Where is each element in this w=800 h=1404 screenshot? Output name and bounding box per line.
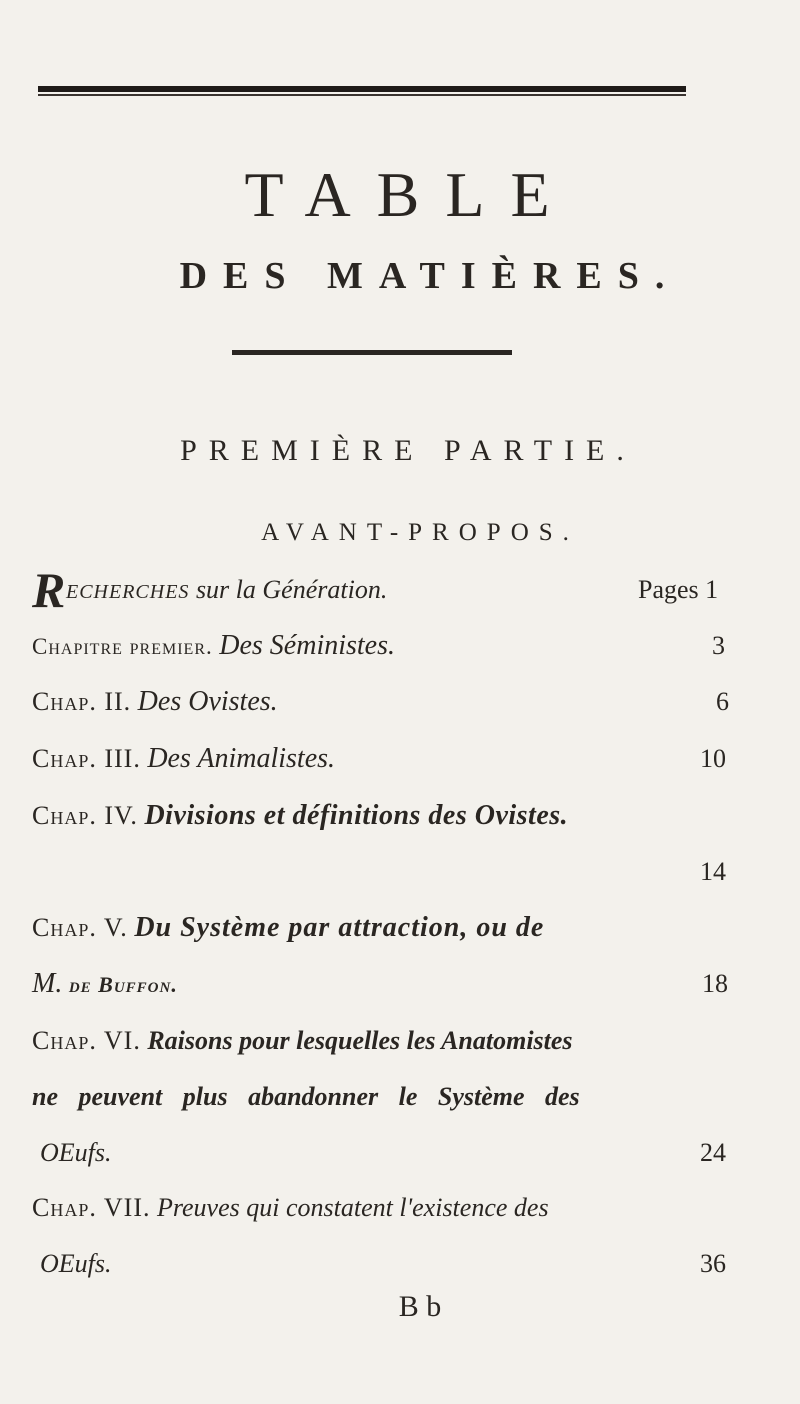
entry-label: Chap. IV.: [32, 801, 138, 830]
page-number: 24: [700, 1138, 726, 1167]
page-number: 6: [716, 687, 729, 716]
page-number: 18: [702, 969, 728, 998]
middle-rule: [232, 350, 512, 355]
entry-title-continued: M.: [32, 968, 63, 999]
entry-title: Divisions et définitions des Ovistes.: [144, 800, 569, 831]
entry-label: Chap. VI.: [32, 1026, 141, 1055]
page-subtitle: DES MATIÈRES.: [179, 255, 681, 297]
entry-title-continued: ne peuvent plus abandonner le Système des: [32, 1082, 580, 1111]
entry-label: Chapitre premier.: [32, 634, 213, 659]
entry-title: Des Ovistes.: [137, 686, 278, 717]
entry-title: Du Système par attraction, ou de: [134, 912, 545, 943]
entry-title-continued: OEufs.: [40, 1138, 112, 1167]
signature-mark: B b: [398, 1290, 442, 1323]
top-rule: [38, 86, 686, 96]
page-number: 36: [700, 1249, 726, 1278]
toc-entry-continued: [32, 968, 732, 1001]
toc-entry: [32, 912, 732, 944]
entry-title: Des Séministes.: [219, 630, 396, 661]
page-number: 14: [700, 857, 726, 886]
toc-entry-continued: [40, 1248, 740, 1280]
entry-page: [638, 574, 718, 606]
toc-entry: [32, 743, 732, 775]
page-number: 10: [700, 744, 726, 773]
section-heading: AVANT-PROPOS.: [261, 519, 579, 546]
entry-label: ECHERCHES: [66, 581, 190, 603]
entry-title: Raisons pour lesquelles les Anatomistes: [147, 1026, 573, 1055]
toc-entry: [32, 1025, 732, 1057]
entry-title: Des Animalistes.: [147, 743, 336, 774]
page-number: 3: [712, 631, 725, 660]
toc-entry-continued: [40, 1137, 740, 1169]
entry-title-continued: OEufs.: [40, 1249, 112, 1278]
entry-label: Chap. II.: [32, 687, 132, 716]
toc-entry-continued: [32, 1081, 732, 1113]
entry-author: de Buffon.: [68, 972, 178, 997]
entry-title: sur la Génération.: [195, 575, 388, 604]
entry-label: Chap. III.: [32, 744, 141, 773]
entry-title: Preuves qui constatent l'existence des: [156, 1193, 549, 1222]
drop-cap: R: [32, 562, 66, 618]
toc-entry: [32, 800, 732, 832]
page-title: TABLE: [244, 159, 576, 230]
toc-entry: [32, 686, 732, 718]
page-prefix: Pages: [638, 575, 699, 604]
part-heading: PREMIÈRE PARTIE.: [180, 434, 636, 467]
page-number: 1: [705, 575, 719, 604]
entry-label: Chap. V.: [32, 913, 128, 942]
entry-label: Chap. VII.: [32, 1193, 151, 1222]
toc-entry: [32, 630, 732, 663]
toc-entry: [32, 1192, 732, 1224]
